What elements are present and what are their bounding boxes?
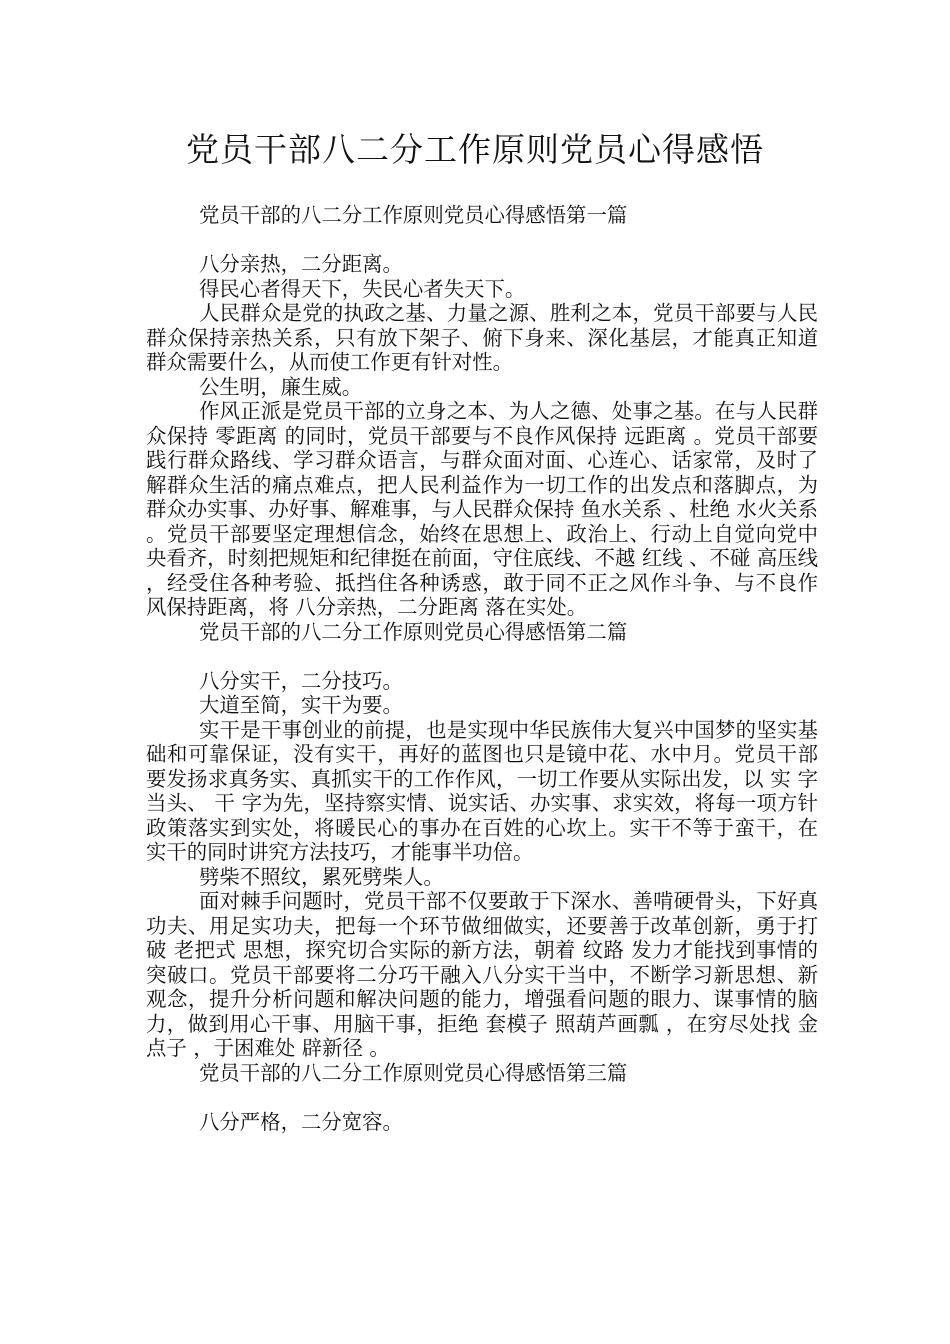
paragraph: 劈柴不照纹，累死劈柴人。 bbox=[199, 864, 444, 889]
paragraph: 人民群众是党的执政之基、力量之源、胜利之本，党员干部要与人民群众保持亲热关系，只有放下架子、俯下身来、深化基层，才能真正知道群众需要什么，从而使工作更有针对性。 bbox=[146, 301, 818, 374]
paragraph: 八分亲热，二分距离。 bbox=[199, 252, 403, 276]
paragraph: 得民心者得天下，失民心者失天下。 bbox=[199, 276, 526, 301]
paragraph: 八分实干，二分技巧。 bbox=[199, 668, 403, 693]
paragraph: 作风正派是党员干部的立身之本、为人之德、处事之基。在与人民群众保持 零距离 的同时，党员干部要与不良作风保持 远距离 。党员干部要践行群众路线、学习群众语言，与群众面对面、心连心、话家常，及时了解群众生活的痛点难点，把人民利益作为一切工作的出发点和落脚点，为群众办实事、办好事、解难事，与人民群众保持 鱼水关系 、杜绝 水火关系 。党员干部要坚定理想信念，始终在思想上、政治上、行动上自觉向党中央看齐，时刻把规矩和纪律挺在前面，守住底线、不越 红线 、不碰 高压线 ，经受住各种考验、抵挡住各种诱惑，敢于同不正之风作斗争、与不良作风保持距离，将 八分亲热，二分距离 落在实处。 bbox=[146, 399, 818, 619]
paragraph: 大道至简，实干为要。 bbox=[199, 693, 403, 717]
section-heading-1: 党员干部的八二分工作原则党员心得感悟第一篇 bbox=[199, 203, 628, 227]
document-body bbox=[146, 203, 818, 1134]
paragraph: 实干是干事创业的前提，也是实现中华民族伟大复兴中国梦的坚实基础和可靠保证，没有实干，再好的蓝图也只是镜中花、水中月。党员干部要发扬求真务实、真抓实干的工作作风，一切工作要从实际出发，以 实 字当头、 干 字为先，坚持察实情、说实话、办实事、求实效，将每一项方针政策落实到实处，将暖民心的事办在百姓的心坎上。实干不等于蛮干，在实干的同时讲究方法技巧，才能事半功倍。 bbox=[146, 717, 818, 864]
paragraph: 公生明，廉生威。 bbox=[199, 374, 363, 399]
document-title: 党员干部八二分工作原则党员心得感悟 bbox=[186, 130, 764, 169]
section-heading-2: 党员干部的八二分工作原则党员心得感悟第二篇 bbox=[199, 619, 628, 644]
section-heading-3: 党员干部的八二分工作原则党员心得感悟第三篇 bbox=[199, 1060, 628, 1085]
paragraph: 八分严格，二分宽容。 bbox=[199, 1109, 403, 1134]
paragraph: 面对棘手问题时，党员干部不仅要敢于下深水、善啃硬骨头，下好真功夫、用足实功夫，把每一个环节做细做实，还要善于改革创新，勇于打破 老把式 思想，探究切合实际的新方法，朝着 纹路 发力才能找到事情的突破口。党员干部要将二分巧干融入八分实干当中，不断学习新思想、新观念，提升分析问题和解决问题的能力，增强看问题的眼力、谋事情的脑力，做到用心干事、用脑干事，拒绝 套模子 照葫芦画瓢 ，在穷尽处找 金点子 ，于困难处 辟新径 。 bbox=[146, 889, 818, 1060]
